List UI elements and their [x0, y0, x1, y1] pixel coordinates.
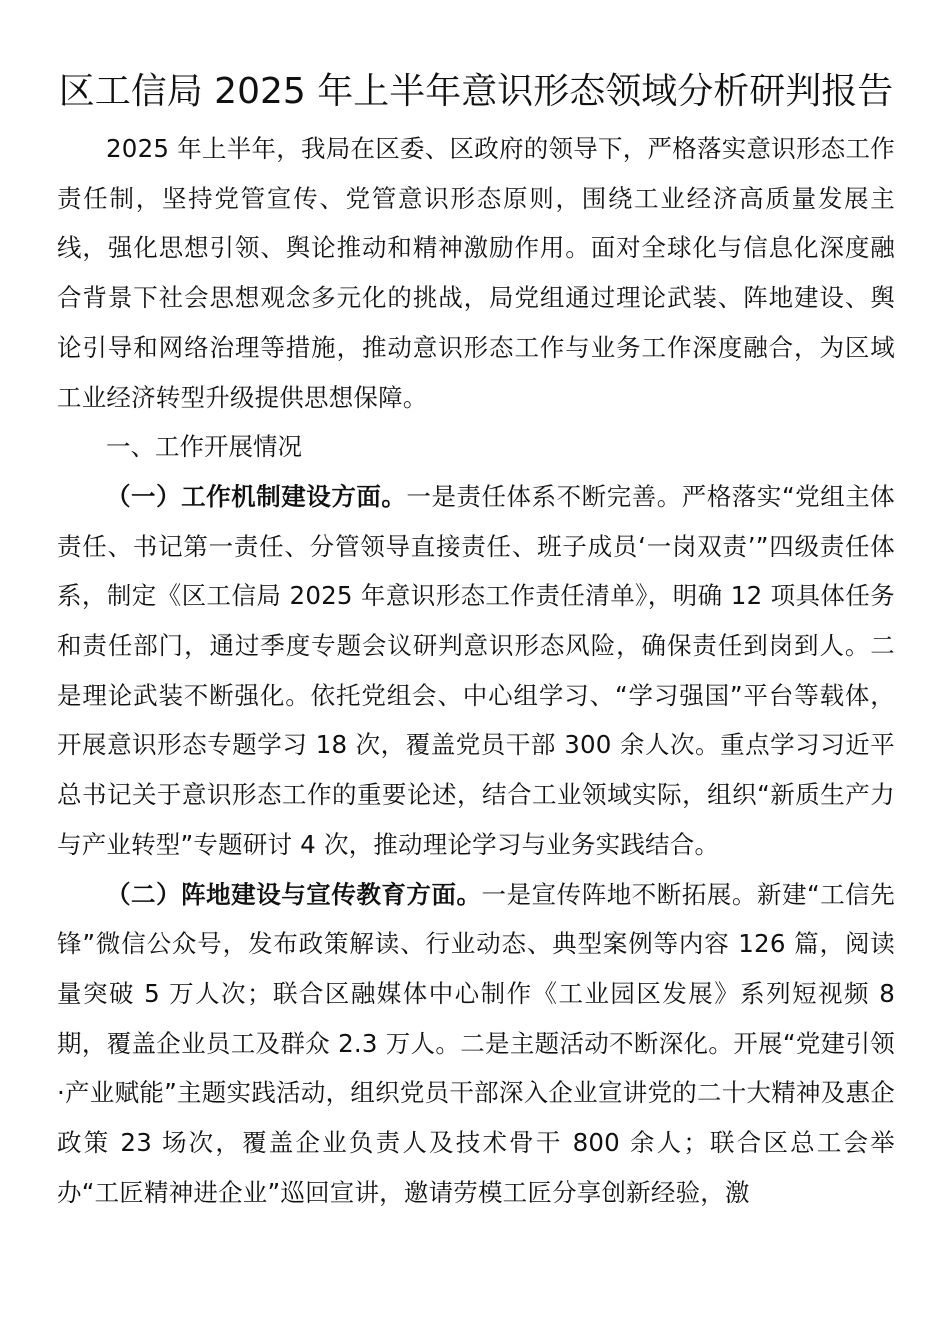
subsection-mechanism-paragraph — [57, 472, 895, 870]
subsection-publicity-paragraph — [57, 870, 895, 1218]
section-heading-work-status: 一、工作开展情况 — [106, 432, 302, 462]
document-page — [57, 66, 895, 1217]
subsection-publicity-heading: （二）阵地建设与宣传教育方面。 — [106, 879, 482, 909]
subsection-publicity-body: 一是宣传阵地不断拓展。新建“工信先锋”微信公众号，发布政策解读、行业动态、典型案例等内容 126 篇，阅读量突破 5 万人次；联合区融媒体中心制作《工业园区发展》系列短视频 8 期，覆盖企业员工及群众 2.3 万人。二是主题活动不断深化。开展“党建引领·产业赋能”主题实践活动，组织党员干部深入企业宣讲党的二十大精神及惠企政策 23 场次，覆盖企业负责人及技术骨干 800 余人；联合区总工会举办“工匠精神进企业”巡回宣讲，邀请劳模工匠分享创新经验，激 — [57, 879, 896, 1207]
document-title: 区工信局 2025 年上半年意识形态领域分析研判报告 — [58, 71, 894, 112]
subsection-mechanism-heading: （一）工作机制建设方面。 — [106, 481, 407, 511]
subsection-mechanism-body: 一是责任体系不断完善。严格落实“党组主体责任、书记第一责任、分管领导直接责任、班子成员‘一岗双责’”四级责任体系，制定《区工信局 2025 年意识形态工作责任清单》，明确 12 项具体任务和责任部门，通过季度专题会议研判意识形态风险，确保责任到岗到人。二是理论武装不断强化。依托党组会、中心组学习、“学习强国”平台等载体，开展意识形态专题学习 18 次，覆盖党员干部 300 余人次。重点学习习近平总书记关于意识形态工作的重要论述，结合工业领域实际，组织“新质生产力与产业转型”专题研讨 4 次，推动理论学习与业务实践结合。 — [57, 481, 895, 859]
intro-paragraph: 2025 年上半年，我局在区委、区政府的领导下，严格落实意识形态工作责任制，坚持党管宣传、党管意识形态原则，围绕工业经济高质量发展主线，强化思想引领、舆论推动和精神激励作用。面对全球化与信息化深度融合背景下社会思想观念多元化的挑战，局党组通过理论武装、阵地建设、舆论引导和网络治理等措施，推动意识形态工作与业务工作深度融合，为区域工业经济转型升级提供思想保障。 — [57, 134, 895, 412]
